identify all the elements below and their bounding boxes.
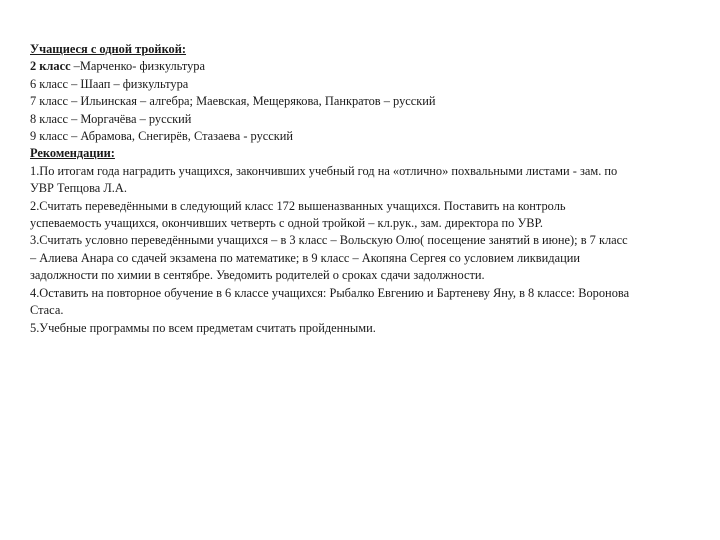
heading-recommendations: Рекомендации: <box>30 146 115 161</box>
heading-students: Учащиеся с одной тройкой: <box>30 42 187 56</box>
grade-label: 2 класс <box>30 59 71 74</box>
recommendation-line: 4.Оставить на повторное обучение в 6 классе учащихся: Рыбалко Евгению и Бартеневу Яну, в 8 классе: Воронова <box>30 285 630 300</box>
recommendation-line: 2.Считать переведёнными в следующий класс 172 вышеназванных учащихся. Поставить на контроль <box>30 198 566 213</box>
recommendation-line: – Алиева Анара со сдачей экзамена по математике; в 9 класс – Акопяна Сергея со условием ликвидации <box>30 250 580 265</box>
student-line-grade-7: 7 класс – Ильинская – алгебра; Маевская, Мещерякова, Панкратов – русский <box>30 94 436 109</box>
recommendation-line: 1.По итогам года наградить учащихся, закончивших учебный год на «отлично» похвальными листами - зам. по <box>30 163 618 178</box>
grade-detail: –Марченко- физкультура <box>70 59 205 74</box>
student-line-grade-8: 8 класс – Моргачёва – русский <box>30 111 192 126</box>
recommendation-line: задолжности по химии в сентябре. Уведомить родителей о сроках сдачи задолжности. <box>30 268 485 283</box>
document-body <box>30 41 714 337</box>
student-line-grade-2 <box>30 58 714 75</box>
recommendation-line: 3.Считать условно переведёнными учащихся – в 3 класс – Вольскую Олю( посещение занятий в июне); в 7 класс <box>30 233 628 248</box>
student-line-grade-6: 6 класс – Шаап – физкультура <box>30 76 189 91</box>
recommendation-line: 5.Учебные программы по всем предметам считать пройденными. <box>30 320 376 335</box>
recommendation-line: УВР Тепцова Л.А. <box>30 181 127 196</box>
recommendation-line: Стаса. <box>30 303 64 318</box>
student-line-grade-9: 9 класс – Абрамова, Снегирёв, Стазаева - русский <box>30 129 294 144</box>
recommendation-line: успеваемость учащихся, окончивших четверть с одной тройкой – кл.рук., зам. директора по УВР. <box>30 216 543 231</box>
